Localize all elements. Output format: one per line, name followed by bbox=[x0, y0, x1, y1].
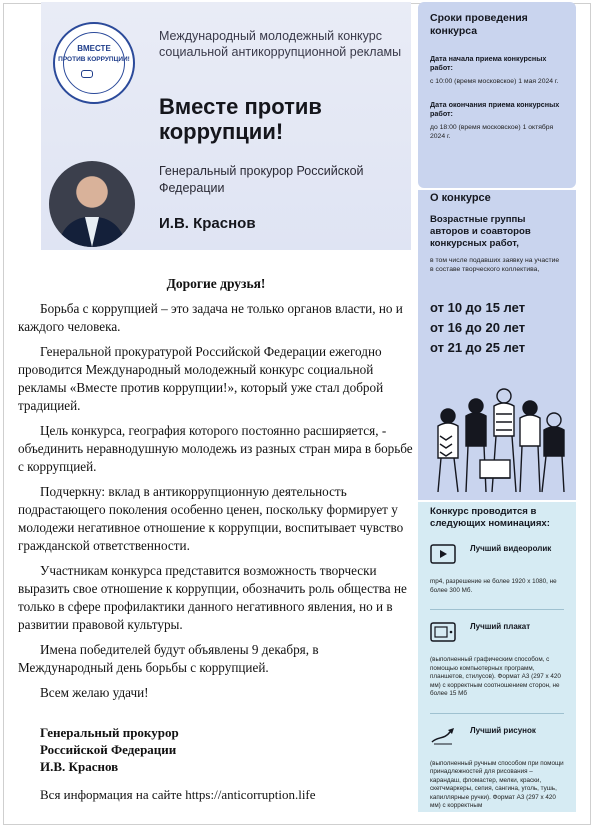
letter-paragraph: Генеральной прокуратурой Российской Федерации ежегодно проводится Международный молодежный конкурс социальной рекламы «Вместе против коррупции!», который уже стал доброй традицией. bbox=[18, 344, 384, 413]
nomination-title: Лучший видеоролик bbox=[470, 544, 552, 553]
tablet-poster-icon bbox=[430, 622, 456, 642]
logo-ring bbox=[63, 32, 125, 94]
end-date-value: до 18:00 (время московское) 1 октября 2024 г. bbox=[430, 124, 554, 140]
contest-title: Вместе против коррупции! bbox=[159, 94, 322, 144]
contest-logo bbox=[53, 22, 135, 104]
age-group: от 21 до 25 лет bbox=[430, 340, 526, 355]
nomination-desc: (выполненный графическим способом, с помощью компьютерных программ, планшетов, стилусов). Формат А3 (297 х 420 мм) с корректным соотношением сторон, не более 15 Мб bbox=[430, 656, 561, 697]
age-groups-title: Возрастные группы авторов и соавторов конкурсных работ, bbox=[430, 214, 531, 249]
signature-line: Генеральный прокурор bbox=[40, 725, 179, 740]
website-info: Вся информация на сайте https://anticorruption.life bbox=[40, 787, 316, 802]
author-name: И.В. Краснов bbox=[159, 215, 256, 232]
dates-heading: Сроки проведения конкурса bbox=[430, 12, 528, 37]
letter-body bbox=[18, 275, 414, 709]
end-date-label: Дата окончания приема конкурсных работ: bbox=[430, 100, 560, 118]
age-group: от 10 до 15 лет bbox=[430, 300, 526, 315]
nominations-card bbox=[418, 502, 576, 812]
nomination-item bbox=[430, 726, 564, 756]
nomination-title: Лучший плакат bbox=[470, 622, 531, 631]
nomination-desc: mp4, разрешение не более 1920 x 1080, не более 300 Мб. bbox=[430, 578, 557, 594]
signature-line: И.В. Краснов bbox=[40, 759, 119, 774]
handshake-icon bbox=[81, 70, 93, 78]
dates-card bbox=[418, 2, 576, 188]
about-heading: О конкурсе bbox=[430, 192, 491, 204]
nomination-title: Лучший рисунок bbox=[470, 725, 536, 735]
letter-signature bbox=[40, 724, 179, 775]
nomination-item bbox=[430, 544, 564, 574]
letter-paragraph: Имена победителей будут объявлены 9 декабря, в Международный день борьбы с коррупцией. bbox=[18, 642, 319, 675]
signature-line: Российской Федерации bbox=[40, 742, 177, 757]
age-group: от 16 до 20 лет bbox=[430, 320, 526, 335]
start-date-label: Дата начала приема конкурсных работ: bbox=[430, 54, 547, 72]
letter-greeting: Дорогие друзья! bbox=[166, 276, 266, 291]
video-play-icon bbox=[430, 544, 456, 564]
logo-text-main: ВМЕСТЕ bbox=[77, 44, 111, 53]
author-role: Генеральный прокурор Российской Федерации bbox=[159, 164, 364, 195]
drawing-hand-icon bbox=[430, 726, 456, 746]
start-date-value: с 10:00 (время московское) 1 мая 2024 г. bbox=[430, 78, 559, 85]
author-portrait bbox=[49, 161, 135, 247]
nominations-heading: Конкурс проводится в следующих номинациях: bbox=[430, 506, 550, 529]
youth-group-illustration bbox=[426, 376, 568, 494]
letter-paragraph: Борьба с коррупцией – это задача не только органов власти, но и каждого человека. bbox=[18, 301, 403, 334]
header-banner bbox=[41, 2, 411, 250]
about-card bbox=[418, 190, 576, 500]
nomination-desc: (выполненный ручным способом при помощи принадлежностей для рисования – карандаш, фломастер, мелки, краски, скетчмаркеры, сепия, сангина, уголь, тушь, капиллярные ручки). Формат А3 (297 х 420 мм) с корректным bbox=[430, 759, 564, 809]
letter-paragraph: Всем желаю удачи! bbox=[40, 685, 149, 700]
nomination-item bbox=[430, 622, 564, 652]
letter-paragraph: Подчеркну: вклад в антикоррупционную деятельность подрастающего поколения особенно ценен, поскольку формирует у молодежи негативное отношение к коррупции, воспитывает чувство гражданской ответственности. bbox=[18, 484, 404, 553]
letter-paragraph: Участникам конкурса представится возможность творчески выразить свое отношение к коррупции, обозначить роль общества не только в сфере профилактики данного негативного явления, но и в развитии правовой культуры. bbox=[18, 563, 407, 632]
logo-text-sub: ПРОТИВ КОРРУПЦИИ! bbox=[58, 56, 130, 63]
age-groups-note: в том числе подавших заявку на участие в составе творческого коллектива, bbox=[430, 257, 560, 273]
divider bbox=[430, 713, 564, 714]
contest-subtitle: Международный молодежный конкурс социальной антикоррупционной рекламы bbox=[159, 29, 402, 59]
letter-paragraph: Цель конкурса, география которого постоянно расширяется, - объединить неравнодушную молодежь из разных стран мира в борьбе с коррупцией. bbox=[18, 423, 413, 474]
divider bbox=[430, 609, 564, 610]
